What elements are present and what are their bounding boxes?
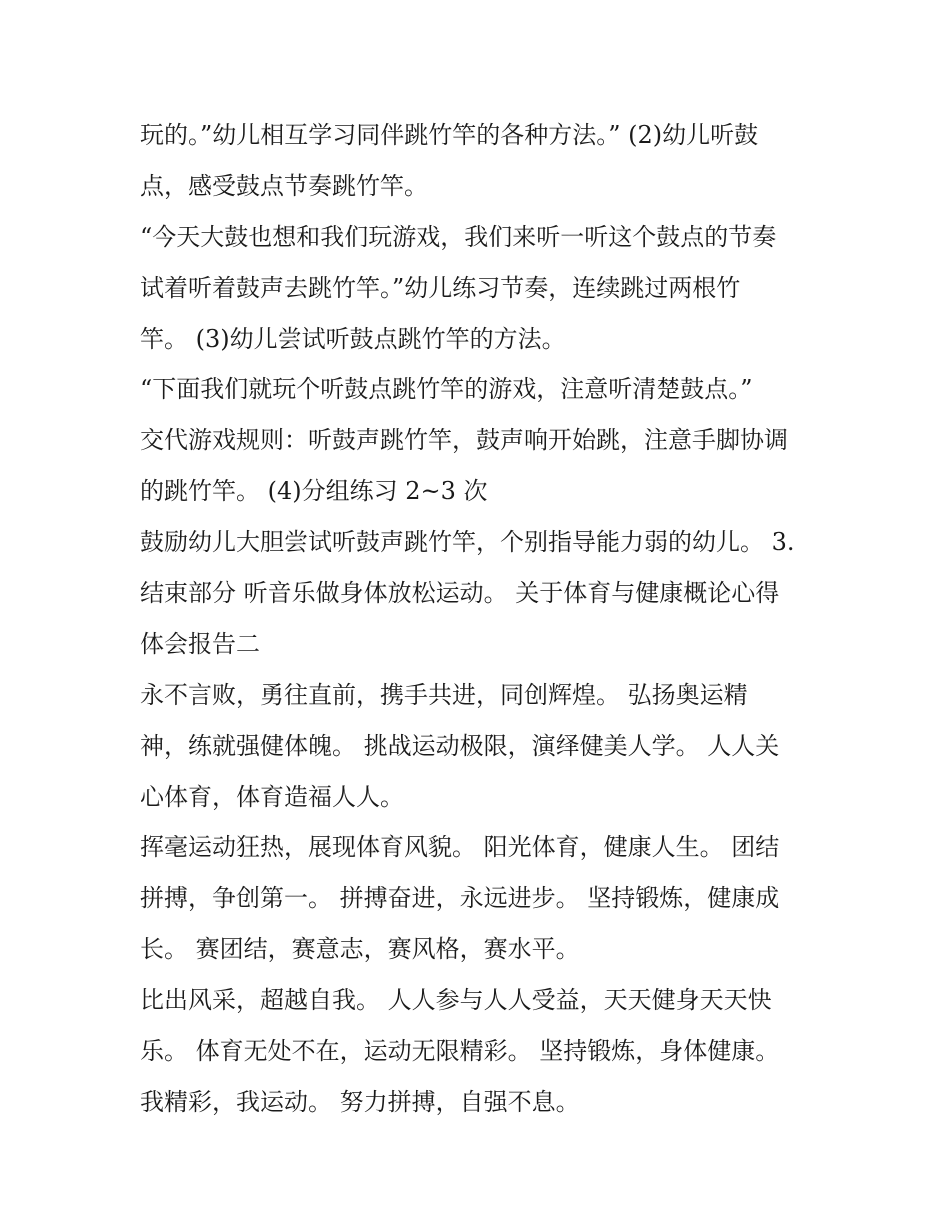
- text-line: 神，练就强健体魄。 挑战运动极限，演绎健美人学。 人人关: [140, 731, 780, 760]
- text-line: 比出风采，超越自我。 人人参与人人受益，天天健身天天快: [140, 986, 772, 1015]
- text-line: 永不言败，勇往直前，携手共进，同创辉煌。 弘扬奥运精: [140, 680, 748, 709]
- text-line: 体会报告二: [140, 629, 260, 658]
- text-line: 长。 赛团结，赛意志，赛风格，赛水平。: [140, 935, 580, 964]
- text-line: “今天大鼓也想和我们玩游戏，我们来听一听这个鼓点的节奏: [140, 222, 777, 251]
- body-text: [140, 110, 820, 1128]
- text-line: 心体育，体育造福人人。: [140, 782, 404, 811]
- text-line: 挥毫运动狂热，展现体育风貌。 阳光体育，健康人生。 团结: [140, 833, 780, 862]
- text-line: 我精彩，我运动。 努力拼搏，自强不息。: [140, 1087, 580, 1116]
- text-line: 结束部分 听音乐做身体放松运动。 关于体育与健康概论心得: [140, 579, 780, 608]
- text-line: 玩的。”幼儿相互学习同伴跳竹竿的各种方法。” (2)幼儿听鼓: [140, 121, 759, 149]
- text-line: 交代游戏规则：听鼓声跳竹竿，鼓声响开始跳，注意手脚协调: [140, 426, 788, 455]
- text-line: 试着听着鼓声去跳竹竿。”幼儿练习节奏，连续跳过两根竹: [140, 273, 741, 302]
- text-line: 点，感受鼓点节奏跳竹竿。: [140, 171, 428, 200]
- text-line: 的跳竹竿。 (4)分组练习 2~3 次: [140, 477, 488, 506]
- text-line: 乐。 体育无处不在，运动无限精彩。 坚持锻炼，身体健康。: [140, 1037, 780, 1066]
- text-line: 竿。 (3)幼儿尝试听鼓点跳竹竿的方法。: [140, 324, 566, 353]
- text-line: 鼓励幼儿大胆尝试听鼓声跳竹竿，个别指导能力弱的幼儿。 3.: [140, 528, 795, 557]
- text-line: 拼搏，争创第一。 拼搏奋进，永远进步。 坚持锻炼，健康成: [140, 884, 780, 913]
- text-line: “下面我们就玩个听鼓点跳竹竿的游戏，注意听清楚鼓点。”: [140, 375, 753, 404]
